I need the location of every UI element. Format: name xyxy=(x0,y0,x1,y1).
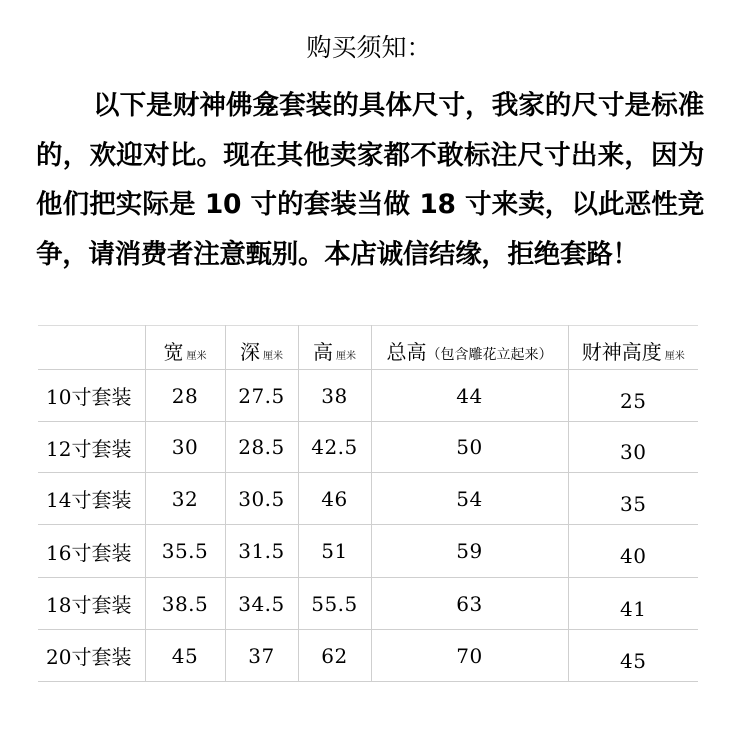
row-name: 20寸套装 xyxy=(38,630,145,682)
row-name: 12寸套装 xyxy=(38,422,145,473)
cell-width: 35.5 xyxy=(145,525,225,578)
row-name: 18寸套装 xyxy=(38,578,145,630)
cell-total-height: 70 xyxy=(371,630,568,682)
header-height xyxy=(298,326,371,370)
cell-depth: 34.5 xyxy=(225,578,298,630)
cell-deity-height: 25 xyxy=(568,370,698,422)
header-unit: 厘米 xyxy=(186,351,207,362)
table-row xyxy=(38,630,698,682)
row-name: 16寸套装 xyxy=(38,525,145,578)
header-unit: 厘米 xyxy=(336,351,356,362)
cell-height: 51 xyxy=(298,525,371,578)
cell-total-height: 59 xyxy=(371,525,568,578)
header-label: 财神高度 xyxy=(581,340,662,364)
header-width xyxy=(145,326,225,370)
table-row xyxy=(38,422,698,473)
header-label: 宽 xyxy=(163,340,184,364)
row-name: 10寸套装 xyxy=(38,370,145,422)
header-depth xyxy=(225,326,298,370)
cell-width: 32 xyxy=(145,473,225,525)
cell-deity-height: 41 xyxy=(568,578,698,630)
notice-title: 购买须知： xyxy=(306,33,432,62)
size-table xyxy=(38,325,698,682)
header-label: 深 xyxy=(240,340,260,364)
header-empty xyxy=(38,326,145,370)
cell-depth: 27.5 xyxy=(225,370,298,422)
cell-width: 38.5 xyxy=(145,578,225,630)
cell-height: 62 xyxy=(298,630,371,682)
cell-deity-height: 40 xyxy=(568,525,698,578)
cell-height: 46 xyxy=(298,473,371,525)
cell-deity-height: 45 xyxy=(568,630,698,682)
cell-total-height: 54 xyxy=(371,473,568,525)
cell-depth: 28.5 xyxy=(225,422,298,473)
cell-width: 45 xyxy=(145,630,225,682)
table-row xyxy=(38,370,698,422)
header-unit: （包含雕花立起来） xyxy=(426,347,553,363)
table-row xyxy=(38,578,698,630)
cell-width: 30 xyxy=(145,422,225,473)
header-unit: 厘米 xyxy=(664,351,685,362)
cell-total-height: 63 xyxy=(371,578,568,630)
header-total-height xyxy=(371,326,568,370)
cell-height: 38 xyxy=(298,370,371,422)
cell-depth: 31.5 xyxy=(225,525,298,578)
notice-paragraph: 以下是财神佛龛套装的具体尺寸，我家的尺寸是标准的，欢迎对比。现在其他卖家都不敢标注尺寸出来，因为他们把实际是 10 寸的套装当做 18 寸来卖，以此恶性竞争，请消费者注意甄别。本店诚信结缘，拒绝套路！ xyxy=(36,90,704,270)
cell-total-height: 44 xyxy=(371,370,568,422)
cell-deity-height: 30 xyxy=(568,422,698,473)
table-row xyxy=(38,525,698,578)
table-row xyxy=(38,473,698,525)
cell-total-height: 50 xyxy=(371,422,568,473)
cell-depth: 30.5 xyxy=(225,473,298,525)
cell-deity-height: 35 xyxy=(568,473,698,525)
header-deity-height xyxy=(568,326,698,370)
header-unit: 厘米 xyxy=(263,351,283,362)
row-name: 14寸套装 xyxy=(38,473,145,525)
cell-width: 28 xyxy=(145,370,225,422)
cell-depth: 37 xyxy=(225,630,298,682)
header-label: 总高 xyxy=(386,340,427,364)
cell-height: 42.5 xyxy=(298,422,371,473)
header-label: 高 xyxy=(313,340,333,364)
table-header-row xyxy=(38,326,698,370)
cell-height: 55.5 xyxy=(298,578,371,630)
